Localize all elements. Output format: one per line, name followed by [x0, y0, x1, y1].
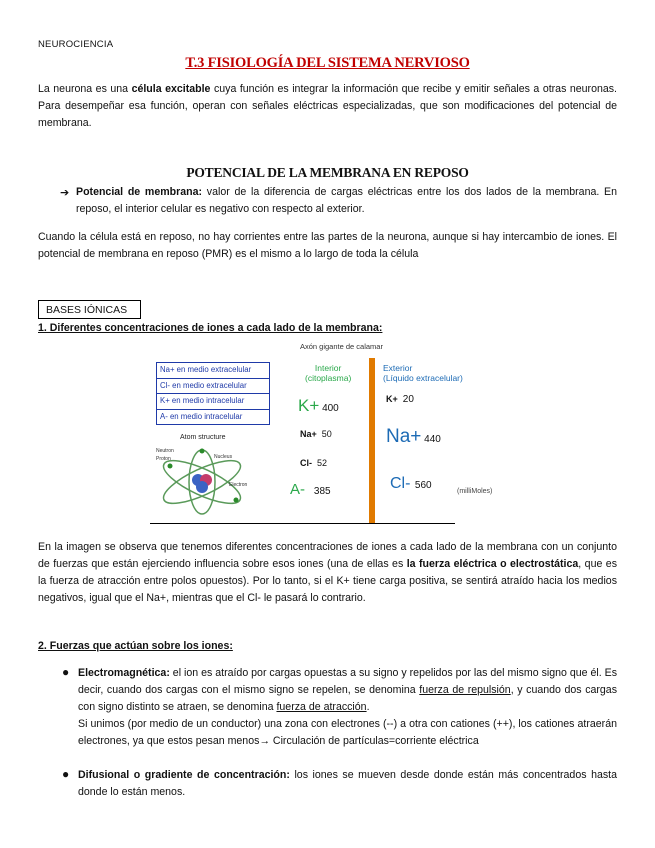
atom-label-electron: Electron — [229, 482, 248, 488]
ion-k-exterior: K+ 20 — [386, 394, 414, 405]
interior-header — [305, 363, 351, 383]
rest-paragraph: Cuando la célula está en reposo, no hay corrientes entre las partes de la neurona, aunque si hay intercambio de iones. El potencial de membrana en reposo (PMR) es el mismo a lo largo de toda la célula — [38, 231, 617, 260]
units-label: (milliMoles) — [457, 488, 493, 495]
legend-box — [156, 362, 270, 425]
bullet-dot-icon: ● — [62, 767, 70, 781]
bullet-dot-icon: ● — [62, 665, 70, 679]
image-explanation-paragraph: En la imagen se observa que tenemos diferentes concentraciones de iones a cada lado de la membrana con un conjunto de fuerzas que están ejerciendo influencia sobre esos iones (una de ellas es la fuerza eléctrica o electrostática, que es la fuerza de atracción entre polos opuestos). Por lo tanto, si el K+ tiene carga positiva, se sentirá atraído hacia los medios negativos, igual que el Na+, mientras que el Cl- le pasará lo contrario. — [38, 541, 617, 604]
arrow-right-icon: → — [259, 735, 270, 747]
atom-label-neutron: Neutron — [156, 448, 174, 454]
atom-title: Atom structure — [180, 434, 226, 441]
force-electromagnetic: Electromagnética: el ion es atraído por cargas opuestas a su signo y repelidos por las del mismo signo que él. Es decir, cuando dos cargas con el mismo signo se repelen, se denomina fuerza de repulsión, y cuando dos cargas con signo distinto se atraen, se denomina fuerza de atracción. Si unimos (por medio de un conductor) una zona con electrones (--) a otra con cationes (++), los cationes atraerán electrones, ya que estos pesan menos→ Circulación de partículas=corriente eléctrica — [78, 667, 617, 747]
exterior-header — [383, 363, 463, 383]
bases-ionicas-box: BASES IÓNICAS — [38, 300, 141, 319]
interior-sublabel: (citoplasma) — [305, 373, 352, 383]
arrow-bullet-icon: ➔ — [60, 187, 70, 199]
legend-item: K+ en medio intracelular — [157, 394, 269, 410]
legend-item: Cl- en medio extracelular — [157, 379, 269, 395]
exterior-label: Exterior — [383, 363, 413, 373]
atom-label-proton: Proton — [156, 456, 171, 462]
ion-cl-interior: Cl- 52 — [300, 458, 328, 468]
atom-label-nucleus: Nucleus — [214, 454, 233, 460]
exterior-sublabel: (Líquido extracelular) — [383, 373, 463, 383]
figure-caption: Axón gigante de calamar — [300, 342, 383, 351]
ion-cl-exterior: Cl- 560 — [390, 475, 432, 492]
intro-paragraph: La neurona es una célula excitable cuya función es integrar la información que recibe y emitir señales a otras neuronas. Para desempeñar esa función, operan con señales eléctricas especializadas, que son modificaciones del potencial de membrana. — [38, 83, 617, 129]
interior-label: Interior — [314, 363, 342, 373]
legend-item: A- en medio intracelular — [160, 411, 243, 421]
ion-na-exterior: Na+ 440 — [386, 426, 441, 447]
heading-concentrations: 1. Diferentes concentraciones de iones a cada lado de la membrana: — [38, 322, 383, 334]
ion-concentration-figure — [150, 340, 615, 526]
force-diffusional: Difusional o gradiente de concentración: los iones se mueven desde donde están más concentrados hasta donde lo están menos. — [78, 769, 617, 798]
legend-item: Na+ en medio extracelular — [157, 363, 269, 379]
ion-na-interior: Na+ 50 — [300, 429, 332, 439]
header-label: NEUROCIENCIA — [38, 39, 114, 50]
ion-a-interior: A- 385 — [290, 481, 331, 498]
heading-forces: 2. Fuerzas que actúan sobre los iones: — [38, 640, 233, 652]
membrane-line — [369, 358, 375, 524]
atom-structure-image — [156, 444, 251, 516]
bullet-membrane-potential: Potencial de membrana: valor de la diferencia de cargas eléctricas entre los dos lados de la membrana. En reposo, el interior celular es negativo con respecto al exterior. — [76, 186, 617, 215]
ion-k-interior: K+ 400 — [298, 396, 339, 415]
figure-baseline — [150, 523, 455, 524]
page-title: T.3 FISIOLOGÍA DEL SISTEMA NERVIOSO — [185, 55, 470, 71]
section-title: POTENCIAL DE LA MEMBRANA EN REPOSO — [186, 165, 469, 180]
